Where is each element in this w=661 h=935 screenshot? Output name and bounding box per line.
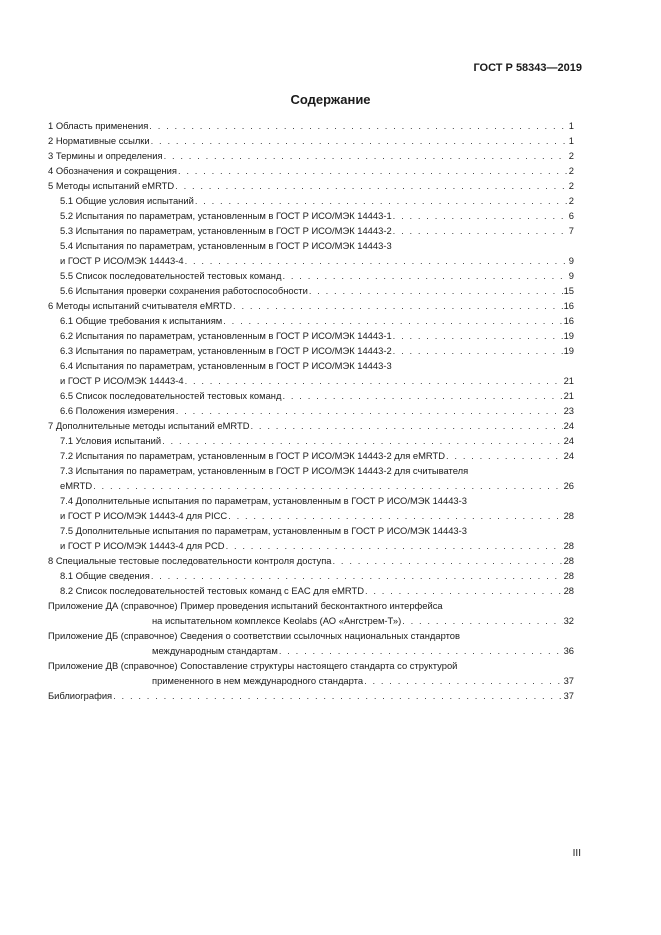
toc-entry-page: 24 — [563, 435, 574, 446]
toc-entry-label-line: 7.4 Дополнительные испытания по параметрам, установленным в ГОСТ Р ИСО/МЭК 14443-3 — [60, 495, 467, 506]
toc-entry-label: и ГОСТ Р ИСО/МЭК 14443-4 — [60, 255, 184, 266]
toc-entry-label: 6.3 Испытания по параметрам, установленным в ГОСТ Р ИСО/МЭК 14443-2 — [60, 345, 392, 356]
leader-dots — [282, 388, 562, 403]
leader-dots — [402, 613, 562, 628]
toc-entry-page: 2 — [568, 180, 574, 191]
toc-entry-page: 15 — [563, 285, 574, 296]
toc-entry[interactable] — [48, 313, 574, 328]
toc-entry[interactable] — [48, 523, 574, 553]
toc-entry[interactable] — [48, 238, 574, 268]
toc-entry[interactable] — [48, 568, 574, 583]
toc-entry-label: 8.1 Общие сведения — [60, 570, 150, 581]
toc-entry[interactable] — [48, 343, 574, 358]
toc-entry[interactable] — [48, 448, 574, 463]
toc-entry-label: 7.1 Условия испытаний — [60, 435, 162, 446]
leader-dots — [149, 118, 567, 133]
toc-entry[interactable] — [48, 403, 574, 418]
toc-entry[interactable] — [48, 418, 574, 433]
leader-dots — [333, 553, 563, 568]
leader-dots — [162, 433, 562, 448]
leader-dots — [393, 223, 568, 238]
toc-entry-label: 6.6 Положения измерения — [60, 405, 175, 416]
toc-entry[interactable] — [48, 328, 574, 343]
toc-entry-label: 2 Нормативные ссылки — [48, 135, 150, 146]
toc-entry[interactable] — [48, 358, 574, 388]
toc-entry[interactable] — [48, 223, 574, 238]
toc-entry-page: 21 — [563, 375, 574, 386]
toc-entry-label: 8.2 Список последовательностей тестовых команд с EAC для eMRTD — [60, 585, 364, 596]
toc-entry[interactable] — [48, 598, 574, 628]
toc-entry-page: 21 — [563, 390, 574, 401]
toc-entry-page: 16 — [563, 315, 574, 326]
leader-dots — [151, 568, 563, 583]
toc-entry[interactable] — [48, 268, 574, 283]
leader-dots — [185, 373, 563, 388]
toc-entry[interactable] — [48, 193, 574, 208]
toc-entry-page: 28 — [563, 555, 574, 566]
toc-entry-label: и ГОСТ Р ИСО/МЭК 14443-4 — [60, 375, 184, 386]
toc-entry-page: 37 — [563, 675, 574, 686]
toc-entry-label: 6.1 Общие требования к испытаниям — [60, 315, 223, 326]
toc-entry-page: 24 — [563, 450, 574, 461]
toc-entry-page: 6 — [568, 210, 574, 221]
toc-entry-label: 5.5 Список последовательностей тестовых команд — [60, 270, 282, 281]
toc-entry-label: 3 Термины и определения — [48, 150, 163, 161]
leader-dots — [195, 193, 568, 208]
leader-dots — [309, 283, 563, 298]
table-of-contents — [48, 118, 574, 703]
toc-entry-page: 16 — [563, 300, 574, 311]
leader-dots — [176, 403, 563, 418]
leader-dots — [251, 418, 563, 433]
toc-entry[interactable] — [48, 658, 574, 688]
leader-dots — [279, 643, 563, 658]
toc-entry-label-line: Приложение ДВ (справочное) Сопоставление структуры настоящего стандарта со структурой — [48, 660, 458, 671]
toc-entry-label-line: 6.4 Испытания по параметрам, установленным в ГОСТ Р ИСО/МЭК 14443-3 — [60, 360, 392, 371]
leader-dots — [113, 688, 562, 703]
leader-dots — [233, 298, 563, 313]
leader-dots — [393, 343, 563, 358]
toc-entry-page: 2 — [568, 195, 574, 206]
toc-entry-page: 23 — [563, 405, 574, 416]
leader-dots — [446, 448, 563, 463]
leader-dots — [93, 478, 562, 493]
toc-entry[interactable] — [48, 298, 574, 313]
toc-entry-label-line: Приложение ДА (справочное) Пример проведения испытаний бесконтактного интерфейса — [48, 600, 443, 611]
toc-entry[interactable] — [48, 628, 574, 658]
toc-entry-page: 19 — [563, 345, 574, 356]
toc-entry[interactable] — [48, 283, 574, 298]
toc-entry-page: 2 — [568, 150, 574, 161]
toc-entry-label: 5 Методы испытаний eMRTD — [48, 180, 175, 191]
toc-entry-label: 5.2 Испытания по параметрам, установленным в ГОСТ Р ИСО/МЭК 14443-1 — [60, 210, 392, 221]
leader-dots — [226, 538, 563, 553]
toc-entry-page: 7 — [568, 225, 574, 236]
toc-entry-label: 6.5 Список последовательностей тестовых команд — [60, 390, 282, 401]
toc-entry-label: 7.2 Испытания по параметрам, установленным в ГОСТ Р ИСО/МЭК 14443-2 для eMRTD — [60, 450, 446, 461]
leader-dots — [282, 268, 567, 283]
toc-entry-page: 28 — [563, 570, 574, 581]
toc-entry-label: 8 Специальные тестовые последовательности контроля доступа — [48, 555, 332, 566]
leader-dots — [178, 163, 568, 178]
leader-dots — [223, 313, 562, 328]
page-number: III — [572, 848, 581, 859]
toc-entry[interactable] — [48, 688, 574, 703]
toc-entry-label: примененного в нем международного стандарта — [152, 675, 364, 686]
toc-entry[interactable] — [48, 433, 574, 448]
toc-entry[interactable] — [48, 163, 574, 178]
leader-dots — [164, 148, 568, 163]
toc-entry-label: 5.1 Общие условия испытаний — [60, 195, 194, 206]
toc-entry-label-line: 5.4 Испытания по параметрам, установленным в ГОСТ Р ИСО/МЭК 14443-3 — [60, 240, 392, 251]
toc-entry-page: 2 — [568, 165, 574, 176]
standard-code: ГОСТ Р 58343—2019 — [473, 62, 582, 74]
leader-dots — [393, 328, 563, 343]
leader-dots — [228, 508, 562, 523]
toc-entry-page: 9 — [568, 270, 574, 281]
toc-entry-label: eMRTD — [60, 480, 93, 491]
toc-entry[interactable] — [48, 148, 574, 163]
toc-entry-page: 19 — [563, 330, 574, 341]
toc-entry-label: и ГОСТ Р ИСО/МЭК 14443-4 для PICC — [60, 510, 228, 521]
toc-entry[interactable] — [48, 388, 574, 403]
toc-entry-label: 5.3 Испытания по параметрам, установленным в ГОСТ Р ИСО/МЭК 14443-2 — [60, 225, 392, 236]
leader-dots — [393, 208, 568, 223]
toc-entry-page: 1 — [568, 135, 574, 146]
toc-entry-label-line: Приложение ДБ (справочное) Сведения о соответствии ссылочных национальных стандартов — [48, 630, 460, 641]
toc-entry[interactable] — [48, 583, 574, 598]
toc-entry-label: 6 Методы испытаний считывателя eMRTD — [48, 300, 233, 311]
leader-dots — [151, 133, 568, 148]
toc-entry-page: 28 — [563, 585, 574, 596]
leader-dots — [185, 253, 568, 268]
toc-entry-label: 7 Дополнительные методы испытаний eMRTD — [48, 420, 250, 431]
toc-entry-label: международным стандартам — [152, 645, 278, 656]
toc-entry-page: 32 — [563, 615, 574, 626]
toc-entry-page: 28 — [563, 510, 574, 521]
toc-entry-page: 26 — [563, 480, 574, 491]
toc-entry-label: Библиография — [48, 690, 113, 701]
page-title: Содержание — [290, 92, 371, 107]
toc-entry-page: 28 — [563, 540, 574, 551]
toc-entry-label-line: 7.3 Испытания по параметрам, установленным в ГОСТ Р ИСО/МЭК 14443-2 для считывателя — [60, 465, 469, 476]
toc-entry[interactable] — [48, 208, 574, 223]
toc-entry-label: 6.2 Испытания по параметрам, установленным в ГОСТ Р ИСО/МЭК 14443-1 — [60, 330, 392, 341]
toc-entry-page: 1 — [568, 120, 574, 131]
toc-entry[interactable] — [48, 118, 574, 133]
leader-dots — [175, 178, 568, 193]
toc-entry[interactable] — [48, 463, 574, 493]
toc-entry[interactable] — [48, 553, 574, 568]
toc-entry-page: 36 — [563, 645, 574, 656]
toc-entry-label: 5.6 Испытания проверки сохранения работоспособности — [60, 285, 308, 296]
toc-entry-label: 1 Область применения — [48, 120, 149, 131]
leader-dots — [365, 583, 563, 598]
toc-entry-page: 37 — [563, 690, 574, 701]
toc-entry-label-line: 7.5 Дополнительные испытания по параметрам, установленным в ГОСТ Р ИСО/МЭК 14443-3 — [60, 525, 467, 536]
toc-entry[interactable] — [48, 133, 574, 148]
toc-entry[interactable] — [48, 178, 574, 193]
toc-entry[interactable] — [48, 493, 574, 523]
toc-entry-label: на испытательном комплексе Keolabs (АО «Ангстрем-Т») — [152, 615, 402, 626]
toc-entry-label: и ГОСТ Р ИСО/МЭК 14443-4 для PCD — [60, 540, 225, 551]
leader-dots — [364, 673, 563, 688]
toc-entry-page: 24 — [563, 420, 574, 431]
toc-entry-label: 4 Обозначения и сокращения — [48, 165, 177, 176]
toc-entry-page: 9 — [568, 255, 574, 266]
